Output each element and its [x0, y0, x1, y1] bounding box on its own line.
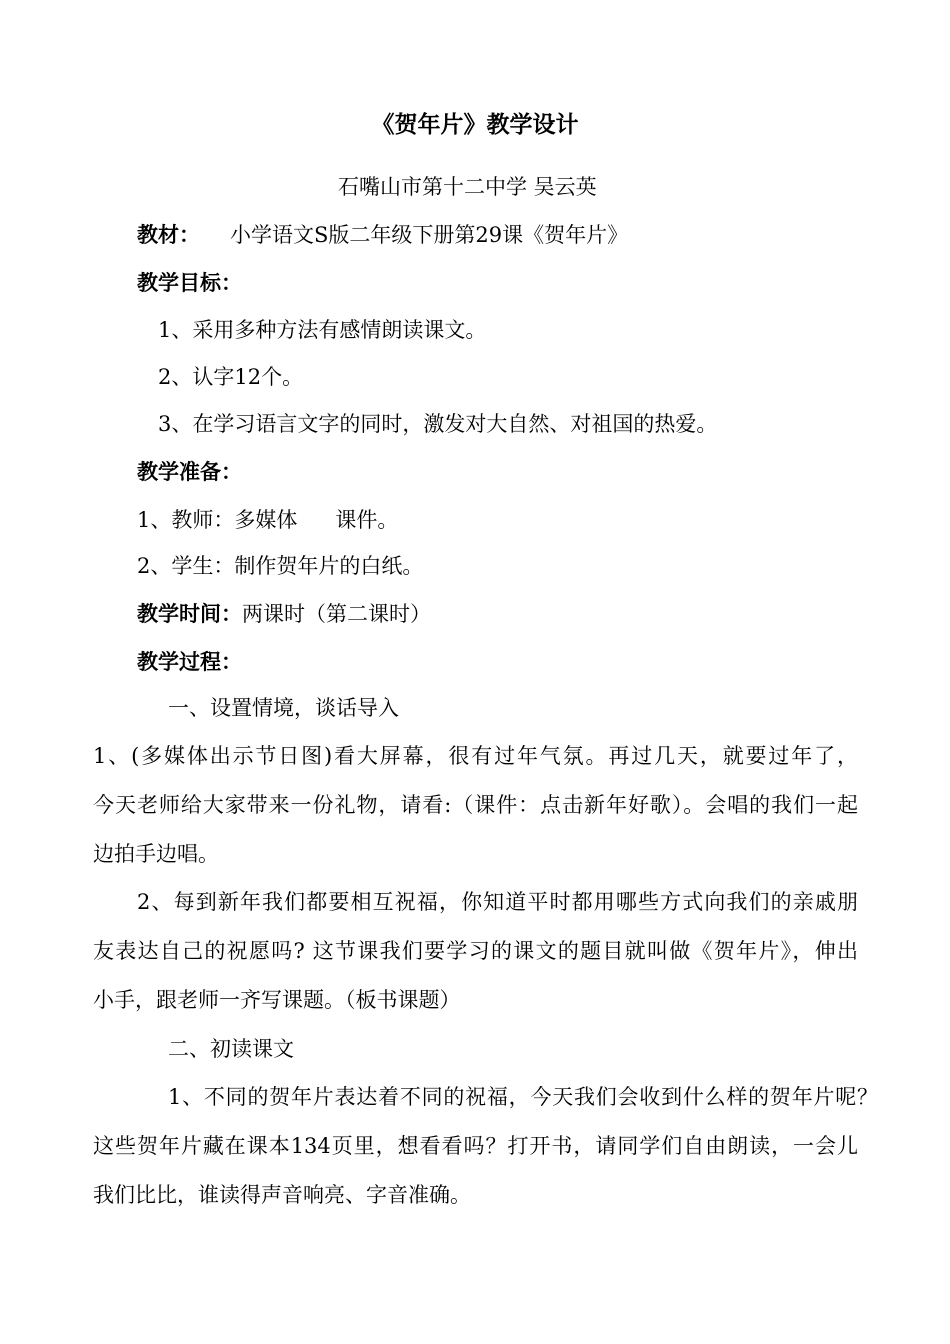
section2-para1-line: 我们比比，谁读得声音响亮、字音准确。	[93, 1183, 471, 1207]
document-title: 《贺年片》教学设计	[371, 112, 579, 138]
author-line: 石嘴山市第十二中学 吴云英	[338, 175, 597, 199]
section1-para2-line: 2、每到新年我们都要相互祝福，你知道平时都用哪些方式向我们的亲戚朋	[137, 890, 858, 914]
textbook-value: 小学语文S版二年级下册第29课《贺年片》	[230, 223, 629, 247]
goals-heading: 教学目标：	[137, 271, 242, 295]
preparation-heading: 教学准备：	[137, 460, 242, 484]
section2-para1-line: 这些贺年片藏在课本134页里，想看看吗？打开书，请同学们自由朗读，一会儿	[93, 1134, 858, 1158]
section2-para1-line: 1、不同的贺年片表达着不同的祝福，今天我们会收到什么样的贺年片呢？	[168, 1085, 878, 1109]
goal-item: 3、在学习语言文字的同时，激发对大自然、对祖国的热爱。	[158, 412, 718, 436]
section1-para2-line: 友表达自己的祝愿吗? 这节课我们要学习的课文的题目就叫做《贺年片》，伸出	[93, 939, 858, 963]
section1-para1-line: 边拍手边唱。	[93, 842, 219, 866]
goal-item: 2、认字12个。	[158, 365, 304, 389]
section1-para1-line: 今天老师给大家带来一份礼物，请看:（课件：点击新年好歌）。会唱的我们一起	[93, 793, 858, 817]
preparation-teacher-suffix: 课件。	[335, 508, 399, 532]
section1-para1-line: 1、(多媒体出示节日图)看大屏幕，很有过年气氛。再过几天，就要过年了，	[93, 744, 858, 768]
section1-heading: 一、设置情境，谈话导入	[168, 696, 399, 720]
preparation-student: 2、学生：制作贺年片的白纸。	[137, 554, 424, 578]
time-line	[137, 599, 431, 629]
section2-heading: 二、初读课文	[168, 1037, 294, 1061]
section1-para2-line: 小手，跟老师一齐写课题。（板书课题）	[93, 988, 461, 1012]
preparation-teacher-prefix: 1、教师：多媒体	[137, 508, 298, 532]
process-heading: 教学过程：	[137, 650, 242, 674]
textbook-line	[137, 220, 628, 250]
time-value: 两课时（第二课时）	[242, 602, 431, 626]
textbook-label: 教材：	[137, 223, 200, 247]
preparation-teacher	[137, 505, 398, 535]
goal-item: 1、采用多种方法有感情朗读课文。	[158, 318, 487, 342]
time-label: 教学时间：	[137, 602, 242, 626]
